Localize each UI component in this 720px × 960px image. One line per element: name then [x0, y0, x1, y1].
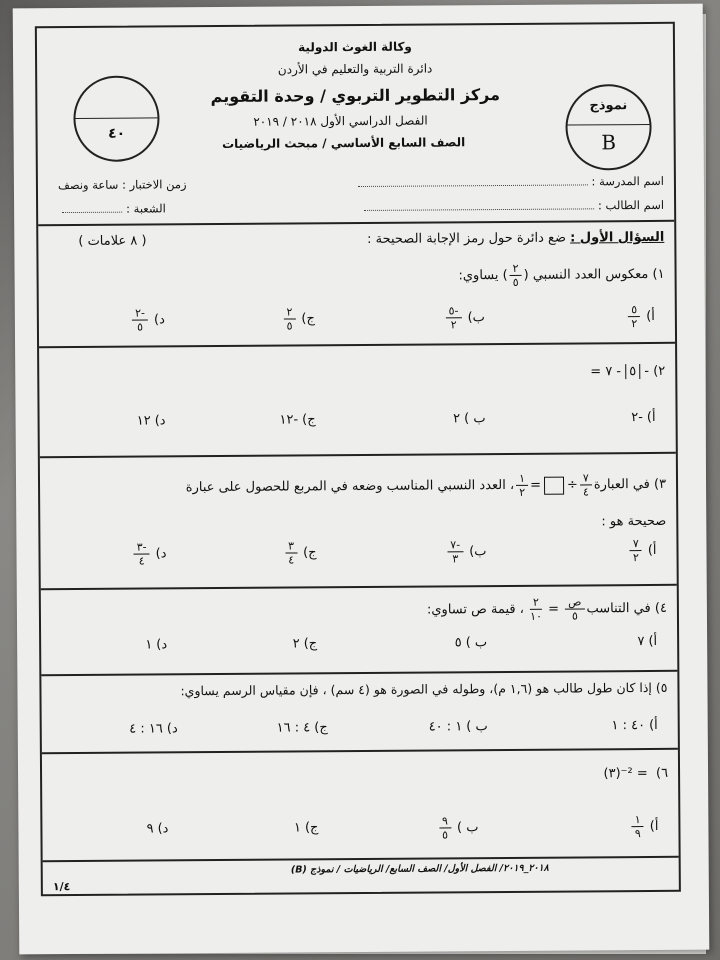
footer-text: ٢٠١٨_٢٠١٩/ الفصل الأول/ الصف السابع/ الرياضيات / نموذج (B) [290, 862, 549, 876]
section1-title: السؤال الأول : [570, 229, 665, 246]
exam-frame [35, 22, 681, 896]
footer-divider [43, 856, 679, 862]
school-label: اسم المدرسة : [591, 173, 664, 189]
q2-option-b[interactable]: ب ) ٢ [453, 411, 486, 427]
q2-option-c[interactable]: ج) -١٢ [279, 412, 316, 428]
q4-option-a[interactable]: أ) ٧ [637, 633, 658, 650]
q1-option-c[interactable]: ج) $\frac{٢}{٥}$ [281, 306, 315, 331]
q1-divider [39, 342, 675, 348]
q3-fraction-1: $\frac{٧}{٤}$ [580, 472, 592, 497]
question-6: ٦) (٣)⁻² = [603, 765, 669, 782]
q1-fraction: $\frac{٢}{٥}$ [510, 263, 522, 288]
q4-fraction-1: $\frac{\text{ص}}{٥}$ [565, 596, 584, 621]
section1-title-line [367, 230, 664, 247]
q3-fraction-2: $\frac{١}{٢}$ [516, 473, 528, 498]
q2-absolute-value: ٥ [625, 364, 640, 379]
q4-fraction-2: $\frac{٢}{١٠}$ [530, 595, 543, 623]
model-letter: B [601, 130, 617, 155]
semester-line: الفصل الدراسي الأول ٢٠١٨ / ٢٠١٩ [253, 113, 428, 129]
q3-text-continued: صحيحة هو : [601, 513, 667, 530]
q6-option-d[interactable]: د) ٩ [146, 821, 169, 837]
student-label: اسم الطالب : [597, 197, 665, 213]
q2-option-a[interactable]: أ) -٢ [631, 409, 656, 426]
grade-subject-line: الصف السابع الأساسي / مبحث الرياضيات [222, 135, 466, 151]
department-name: دائرة التربية والتعليم في الأردن [277, 61, 433, 77]
q1-text: معكوس العدد النسبي ( [523, 266, 649, 283]
q4-option-b[interactable]: ب ) ٥ [454, 635, 488, 651]
q1-option-a[interactable]: أ) $\frac{٥}{٢}$ [626, 304, 655, 329]
q4-divider [41, 670, 677, 676]
q5-option-d[interactable]: د) ١٦ : ٤ [129, 721, 178, 737]
total-mark: ٤٠ [107, 125, 126, 142]
q3-option-a[interactable]: أ) $\frac{٧}{٢}$ [628, 538, 657, 563]
center-name: مركز التطوير التربوي / وحدة التقويم [210, 85, 501, 107]
q1-text-end: ) يساوي: [458, 267, 508, 284]
q6-option-c[interactable]: ج) ١ [293, 820, 319, 836]
page-number: ١/٤ [52, 880, 71, 894]
section-field [58, 201, 166, 216]
question-2: ٢) - ٥ - ٧ = [590, 363, 666, 380]
q5-divider [42, 748, 678, 754]
exam-time: زمن الاختبار : ساعة ونصف [57, 177, 187, 193]
q4-option-d[interactable]: د) ١ [145, 637, 168, 653]
student-name-field [360, 198, 664, 214]
model-label: نموذج [589, 98, 628, 114]
header-divider [38, 220, 674, 226]
agency-name: وكالة الغوث الدولية [298, 39, 412, 55]
q2-divider [40, 452, 676, 458]
q3-answer-box [544, 476, 564, 494]
q6-option-b[interactable]: ب ) $\frac{٩}{٥}$ [437, 815, 479, 840]
q3-divider [41, 584, 677, 590]
q4-option-c[interactable]: ج) ٢ [292, 636, 318, 652]
model-circle [565, 84, 652, 171]
q5-option-b[interactable]: ب ) ١ : ٤٠ [428, 719, 488, 735]
q1-option-d[interactable]: د) $\frac{-٢}{٥}$ [130, 307, 165, 332]
exam-sheet [13, 4, 710, 955]
q3-option-c[interactable]: ج) $\frac{٣}{٤}$ [283, 540, 317, 565]
school-name-field [353, 174, 664, 190]
question-5: ٥) إذا كان طول طالب هو (١,٦ م)، وطوله في الصورة هو (٤ سم) ، فإن مقياس الرسم يساوي: [180, 679, 668, 699]
q1-number: ١) [652, 266, 665, 282]
q3-option-d[interactable]: د) $\frac{-٣}{٤}$ [132, 541, 167, 566]
question-4: ٤) في التناسب $\frac{\text{ص}}{٥}$ = $\frac{٢}{١٠}$ ، قيمة ص تساوي: [426, 595, 667, 623]
total-mark-circle [73, 75, 160, 162]
q1-option-b[interactable]: ب) $\frac{-٥}{٢}$ [444, 305, 485, 330]
q2-option-d[interactable]: د) ١٢ [136, 413, 166, 429]
q5-option-c[interactable]: ج) ٤ : ١٦ [276, 720, 328, 736]
q5-option-a[interactable]: أ) ٤٠ : ١ [611, 717, 658, 734]
question-1 [458, 262, 664, 288]
question-3: ٣) في العبارة $\frac{٧}{٤}$ ÷ = $\frac{١}{٢}$ ، العدد النسبي المناسب وضعه في المربع للحصول على عبارة [185, 471, 667, 499]
section1-instruction: ضع دائرة حول رمز الإجابة الصحيحة : [367, 230, 567, 247]
section1-marks: ( ٨ علامات ) [78, 233, 147, 249]
section-label: الشعبة : [126, 201, 166, 216]
q3-option-b[interactable]: ب) $\frac{-٧}{٣}$ [445, 539, 486, 564]
q6-option-a[interactable]: أ) $\frac{١}{٩}$ [630, 814, 659, 839]
